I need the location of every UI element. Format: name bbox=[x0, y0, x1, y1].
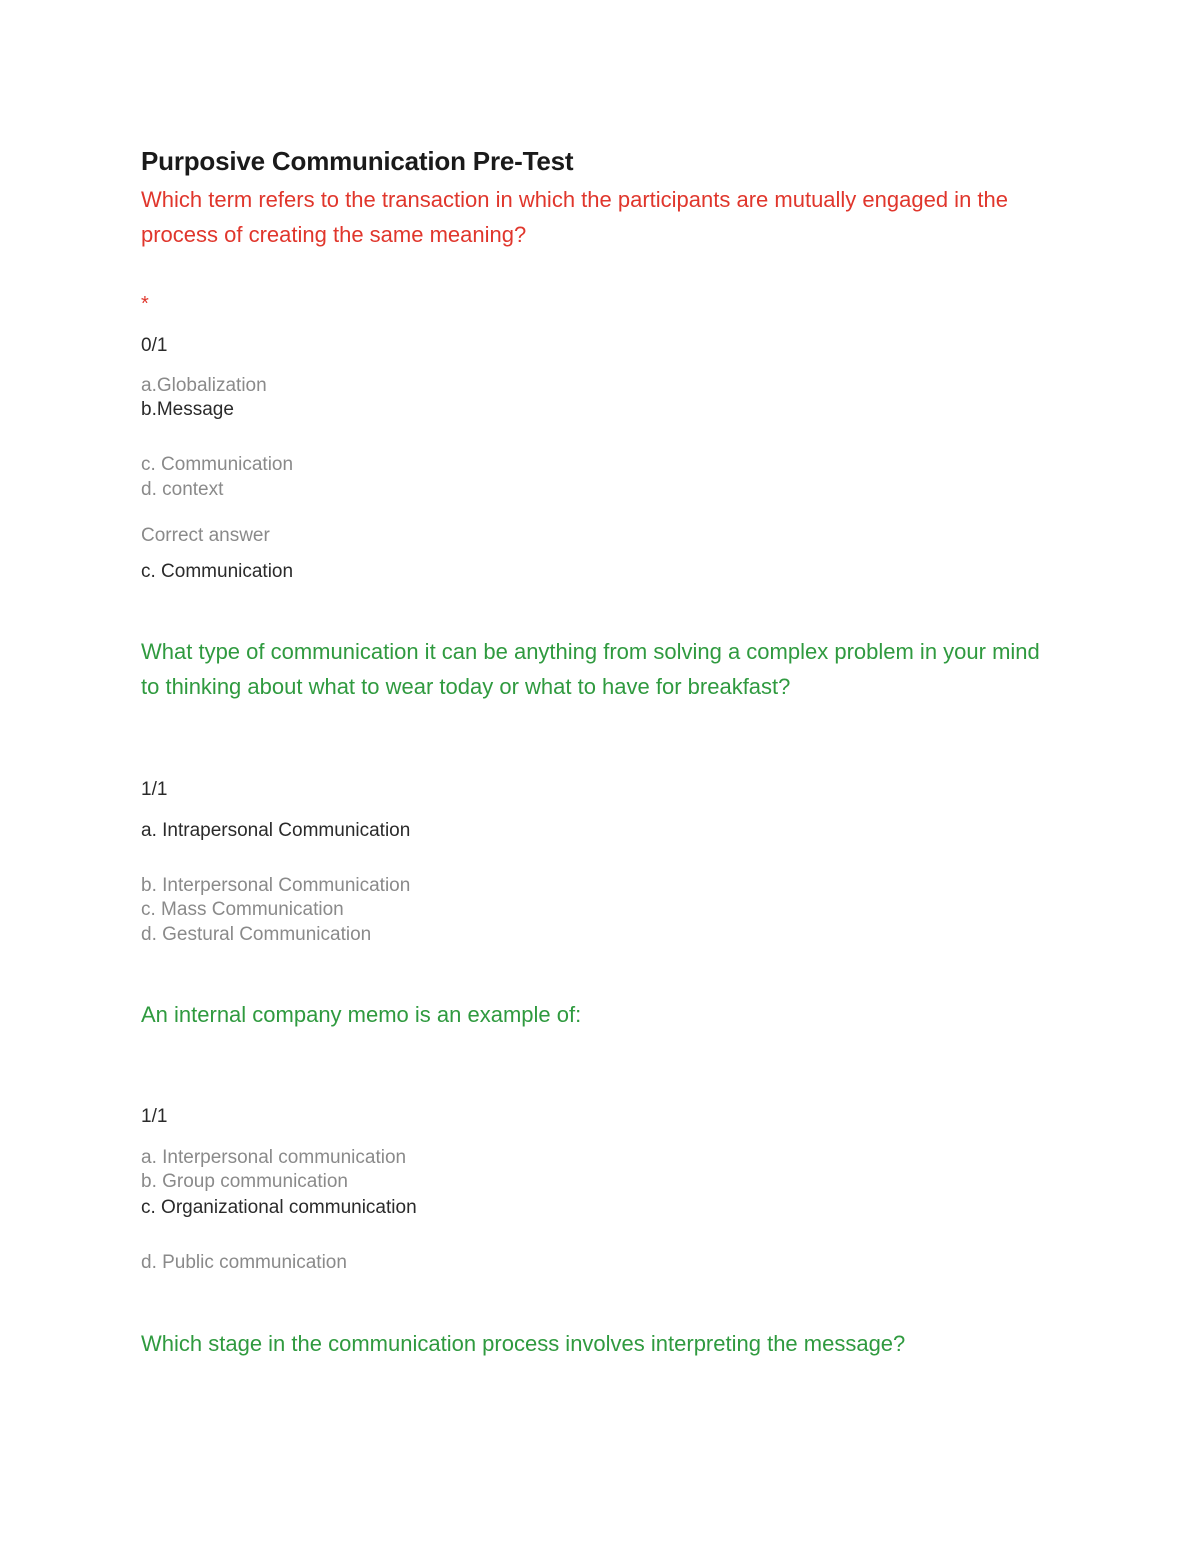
page-title: Purposive Communication Pre-Test bbox=[141, 146, 574, 176]
question-2-text: What type of communication it can be anything from solving a complex problem in your mind to thinking about what to wear today or what to have for breakfast? bbox=[141, 639, 1040, 699]
question-1-option-b: b.Message bbox=[141, 399, 234, 420]
question-1-correct-answer: c. Communication bbox=[141, 561, 294, 582]
question-3-option-c: c. Organizational communication bbox=[141, 1197, 417, 1218]
question-3-option-d: d. Public communication bbox=[141, 1252, 347, 1273]
question-2-option-b: b. Interpersonal Communication bbox=[141, 875, 411, 896]
question-1-option-c: c. Communication bbox=[141, 454, 294, 475]
question-2-score: 1/1 bbox=[141, 779, 168, 800]
question-3-text: An internal company memo is an example of: bbox=[141, 1002, 582, 1027]
question-1-option-a: a.Globalization bbox=[141, 375, 267, 396]
question-2-option-c: c. Mass Communication bbox=[141, 899, 344, 920]
question-1-required-mark: * bbox=[141, 293, 149, 315]
question-1-score: 0/1 bbox=[141, 335, 168, 356]
question-1-text: Which term refers to the transaction in which the participants are mutually engaged in the process of creating the same meaning? bbox=[141, 187, 1009, 247]
question-4-text: Which stage in the communication process involves interpreting the message? bbox=[141, 1331, 906, 1356]
question-3-score: 1/1 bbox=[141, 1106, 168, 1127]
question-3-option-b: b. Group communication bbox=[141, 1171, 348, 1192]
question-2-option-a: a. Intrapersonal Communication bbox=[141, 820, 411, 841]
question-1-option-d: d. context bbox=[141, 479, 224, 500]
question-2-option-d: d. Gestural Communication bbox=[141, 924, 372, 945]
question-3-option-a: a. Interpersonal communication bbox=[141, 1147, 407, 1168]
question-1-correct-label: Correct answer bbox=[141, 525, 270, 546]
